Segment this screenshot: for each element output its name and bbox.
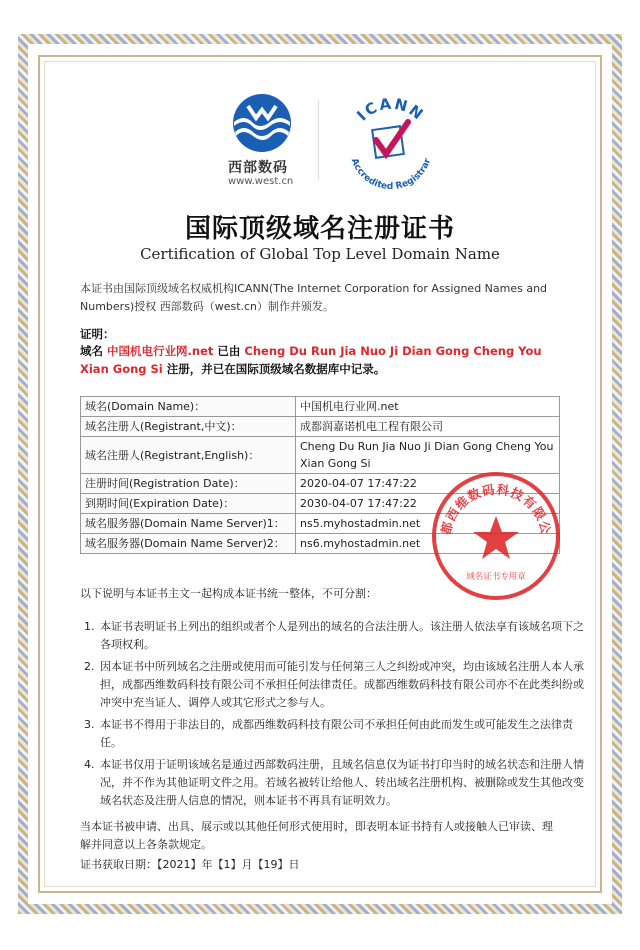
table-cell-value: 2020-04-07 17:47:22 (296, 474, 560, 494)
table-cell-value: Cheng Du Run Jia Nuo Ji Dian Gong Cheng You Xian Gong Si (296, 437, 560, 474)
certify-by: 已由 (213, 344, 245, 358)
table-cell-value: 2030-04-07 17:47:22 (296, 494, 560, 514)
note-item: 4. 本证书仅用于证明该域名是通过西部数码注册，且域名信息仅为证书打印当时的域名状态和注册人情况，并不作为其他证明文件之用。若域名被转让给他人、转出域名注册机构、被删除或发生其他改变域名状态及注册人信息的情况，则本证书不再具有证明效力。 (98, 756, 590, 810)
notes-lead: 以下说明与本证书主文一起构成本证书统一整体，不可分割： (80, 587, 377, 600)
company-seal-icon (428, 468, 564, 604)
svg-text:Accredited Registrar (349, 157, 434, 192)
icann-accredited-logo-icon (336, 88, 446, 198)
table-cell-key: 域名服务器(Domain Name Server)1： (81, 514, 296, 534)
note-item: 3. 本证书不得用于非法目的，成都西维数码科技有限公司不承担任何由此而发生或可能发生之法律责任。 (98, 716, 590, 752)
brand-url: www.west.cn (228, 176, 294, 187)
closing-paragraph: 当本证书被申请、出具、展示或以其他任何形式使用时，即表明本证书持有人或接触人已审读、理解并同意以上各条款规定。 (80, 820, 553, 851)
table-cell-value: ns5.myhostadmin.net (296, 514, 560, 534)
certify-prefix: 域名 (80, 344, 108, 358)
certify-domain: 中国机电行业网.net (107, 344, 214, 358)
intro-paragraph: 本证书由国际顶级域名权威机构ICANN(The Internet Corporation for Assigned Names and Numbers)授权 西部数码（west.cn）制作并颁发。 (80, 282, 548, 313)
brand-name: 西部数码 (228, 160, 288, 176)
icann-top-text: ICANN (353, 94, 429, 125)
table-cell-key: 域名服务器(Domain Name Server)2： (81, 534, 296, 554)
issue-date: 证书获取日期：【2021】年【1】月【19】日 (80, 858, 300, 871)
certificate-title-cn: 国际顶级域名注册证书 (184, 214, 455, 244)
table-cell-key: 域名(Domain Name)： (81, 397, 296, 417)
table-cell-value: ns6.myhostadmin.net (296, 534, 560, 554)
icann-bottom-text: Accredited Registrar (348, 157, 434, 193)
table-cell-key: 域名注册人(Registrant,中文)： (81, 417, 296, 437)
svg-text:成都西维数码科技有限公司 (428, 468, 554, 537)
certify-registrant: Cheng Du Run Jia Nuo Ji Dian Gong Cheng You Xian Gong Si (80, 344, 542, 376)
note-item: 1. 本证书表明证书上列出的组织或者个人是列出的域名的合法注册人。该注册人依法享有该域名项下之各项权利。 (98, 618, 590, 654)
west-logo-icon (226, 92, 298, 154)
table-cell-key: 域名注册人(Registrant,English)： (81, 437, 296, 474)
notes-list (78, 618, 590, 814)
certify-statement (80, 342, 560, 378)
table-row (81, 397, 560, 417)
seal-purpose-text: 域名证书专用章 (466, 572, 526, 582)
svg-text:ICANN (353, 95, 428, 125)
table-cell-key: 到期时间(Expiration Date)： (81, 494, 296, 514)
certify-label: 证明： (80, 327, 115, 341)
certificate-title-en: Certification of Global Top Level Domain Name (140, 245, 500, 263)
table-row (81, 417, 560, 437)
table-cell-key: 注册时间(Registration Date)： (81, 474, 296, 494)
table-cell-value: 成都润嘉诺机电工程有限公司 (296, 417, 560, 437)
table-cell-value: 中国机电行业网.net (296, 397, 560, 417)
note-item: 2. 因本证书中所列域名之注册或使用而可能引发与任何第三人之纠纷或冲突，均由该域名注册人本人承担，成都西维数码科技有限公司不承担任何法律责任。成都西维数码科技有限公司亦不在此类纠纷或冲突中充当证人、调停人或其它形式之参与人。 (98, 658, 590, 712)
seal-company-text: 都西维数码科技有限公 (438, 481, 554, 537)
certify-suffix: 注册，并已在国际顶级域名数据库中记录。 (162, 362, 386, 376)
logo-divider (318, 100, 319, 180)
